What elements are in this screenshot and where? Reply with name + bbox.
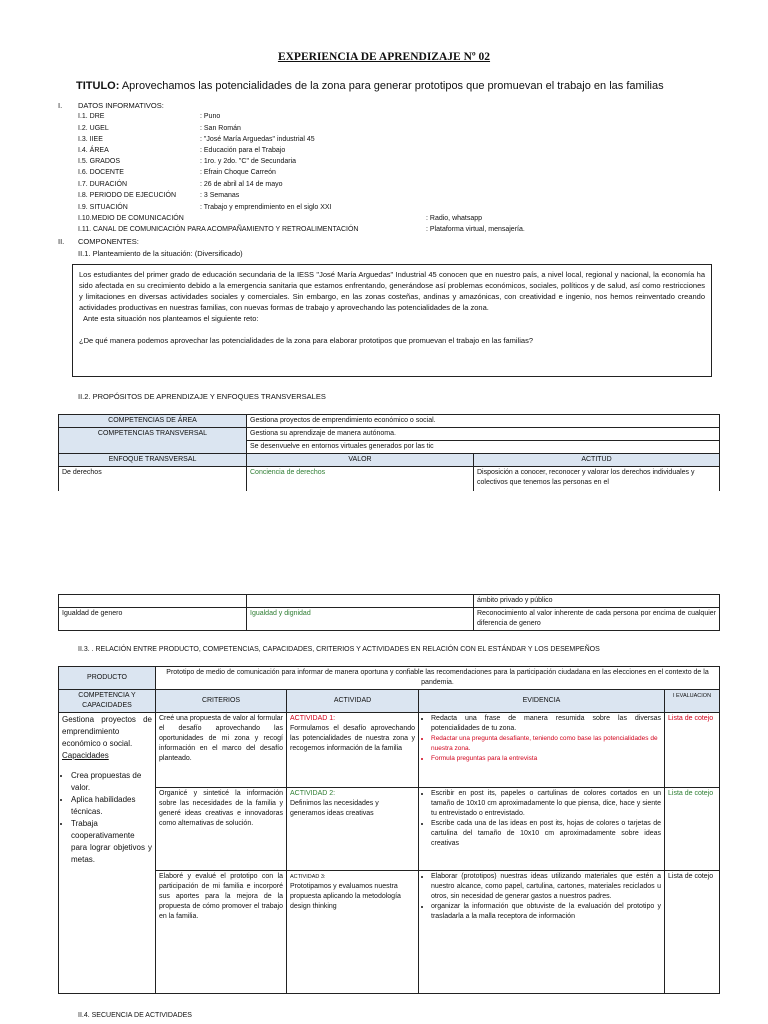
relacion-table: [58, 666, 720, 994]
evaluacion-cell: Lista de cotejo: [665, 713, 720, 788]
competencia-text: Gestiona proyectos de emprendimiento económico o social.: [62, 715, 152, 748]
situacion-reto-intro: Ante esta situación nos planteamos el siguiente reto:: [83, 314, 259, 323]
competencia-cell: [59, 713, 156, 994]
list-item: • Escribir en post its, papeles o cartulinas de colores cortados en un tamaño de 10x10 cm aproximadamente lo que piensa, dice, hace y siente tu entrevistado o entrevistado.: [431, 789, 661, 819]
evaluacion-cell: Lista de cotejo: [665, 871, 720, 994]
list-item: • organizar la información que obtuviste de la evaluación del prototipo y trasladarla a la malla receptora de información: [431, 902, 661, 922]
actitud-cell: Reconocimiento al valor inherente de cada persona por encima de cualquier diferencia de genero: [474, 608, 720, 631]
actitud-cell: Disposición a conocer, reconocer y valorar los derechos individuales y colectivos que tenemos las personas en el: [474, 467, 720, 492]
producto-label: PRODUCTO: [59, 667, 156, 690]
actividad-cell: [287, 871, 419, 994]
comp-trans-value: Se desenvuelve en entornos virtuales generados por las tic: [247, 441, 720, 454]
list-item: • Trabaja cooperativamente para lograr objetivos y metas.: [71, 818, 152, 866]
titulo-text: Aprovechamos las potencialidades de la zona para generar prototipos que promuevan el trabajo en las familias: [121, 80, 664, 92]
list-item: • Redactar una pregunta desafiante, teniendo como base las potencialidades de nuestra zona.: [431, 734, 661, 754]
capacidades-label: Capacidades: [62, 751, 109, 760]
actividad-title: ACTIVIDAD 1:: [290, 715, 336, 722]
propositos-heading: II.2. PROPÓSITOS DE APRENDIZAJE Y ENFOQUES TRANSVERSALES: [78, 392, 326, 401]
document-title: EXPERIENCIA DE APRENDIZAJE Nº 02: [277, 51, 491, 63]
comp-trans-value: Gestiona su aprendizaje de manera autónoma.: [247, 428, 720, 441]
evaluacion-cell: Lista de cotejo: [665, 788, 720, 871]
col-criterios: CRITERIOS: [156, 690, 287, 713]
list-item: • Escribe cada una de las ideas en post its, hojas de colores o tarjetas de cartulina del tamaño de 10x10 cm aproximadamente sobre ideas creativas: [431, 819, 661, 849]
valor-cell: Igualdad y dignidad: [247, 608, 474, 631]
capacidades-list: [62, 770, 152, 866]
col-actividad: ACTIVIDAD: [287, 690, 419, 713]
situacion-subheading: II.1. Planteamiento de la situación: (Diversificado): [78, 249, 243, 258]
list-item: • Aplica habilidades técnicas.: [71, 794, 152, 818]
list-item: • Redacta una frase de manera resumida sobre las diversas potencialidades de tu zona.: [431, 714, 661, 734]
propositos-table: [58, 414, 720, 491]
evidencia-cell: [419, 713, 665, 788]
col-actitud: ACTITUD: [474, 454, 720, 467]
secuencia-heading: II.4. SECUENCIA DE ACTIVIDADES: [78, 1012, 192, 1019]
componentes-heading: COMPONENTES:: [78, 237, 139, 246]
section-roman-1: I.: [58, 101, 63, 110]
col-evidencia: EVIDENCIA: [419, 690, 665, 713]
valor-cell: Conciencia de derechos: [247, 467, 474, 492]
relacion-heading: II.3. . RELACIÓN ENTRE PRODUCTO, COMPETENCIAS, CAPACIDADES, CRITERIOS Y ACTIVIDADES EN RELACIÓN CON EL ESTÁNDAR Y LOS DESEMPEÑOS: [78, 646, 600, 653]
situacion-paragraph: Los estudiantes del primer grado de educación secundaria de la IESS "José María Arguedas" Industrial 45 conocen que en nuestro país, a nivel local, regional y nacional, la economía ha sido afectada en su crecimiento debido a la emergencia sanitaria que estamos enfrentando, generándose así problemas económicos, sociales, políticos y de salud, así como restricciones y limitaciones en diversas actividades sociales y comerciales. Sin embargo, en las zonas costeñas, andinas y amazónicas, con creatividad e ingenio, nos hemos reinventado creando actividades productivas en nuestras familias, con nuevas formas de trabajo y aprovechando las potencialidades de la zona.: [79, 270, 705, 312]
comp-area-value: Gestiona proyectos de emprendimiento económico o social.: [247, 415, 720, 428]
list-item: • Crea propuestas de valor.: [71, 770, 152, 794]
actividad-text: Formulamos el desafío aprovechando las potencialidades de nuestra zona y recogemos información de la familia: [290, 725, 415, 752]
section-roman-2: II.: [58, 237, 65, 246]
datos-heading: DATOS INFORMATIVOS:: [78, 101, 164, 110]
evidencia-cell: [419, 788, 665, 871]
document-subtitle: [76, 80, 664, 92]
producto-value: Prototipo de medio de comunicación para informar de manera oportuna y confiable las recomendaciones para la participación ciudadana en las elecciones en el contexto de la pandemia.: [156, 667, 720, 690]
actividad-cell: [287, 713, 419, 788]
actividad-text: Definimos las necesidades y generamos ideas creativas: [290, 800, 379, 817]
titulo-label: TITULO:: [76, 80, 120, 92]
propositos-table-cont: [58, 594, 720, 631]
criterio-cell: Elaboré y evalué el prototipo con la participación de mi familia e incorporé sus aportes para la mejora de la propuesta de cómo promover el trabajo en la familia.: [156, 871, 287, 994]
enfoque-cell: Igualdad de genero: [59, 608, 247, 631]
actividad-text: Prototipamos y evaluamos nuestra propuesta aplicando la metodología design thinking: [290, 883, 401, 910]
list-item: • Formula preguntas para la entrevista: [431, 754, 661, 764]
actividad-title: ACTIVIDAD 2:: [290, 790, 336, 797]
criterio-cell: Organicé y sinteticé la información sobre las necesidades de la familia y generé ideas creativas e innovadoras como alternativas de solución.: [156, 788, 287, 871]
comp-trans-label: COMPETENCIAS TRANSVERSAL: [59, 428, 247, 454]
col-competencia: COMPETENCIA Y CAPACIDADES: [59, 690, 156, 713]
actividad-title: ACTIVIDAD 3:: [290, 874, 326, 880]
situacion-box: [72, 264, 712, 377]
col-evaluacion: I EVALUACION: [665, 690, 720, 713]
col-valor: VALOR: [247, 454, 474, 467]
enfoque-cell: De derechos: [59, 467, 247, 492]
col-enfoque: ENFOQUE TRANSVERSAL: [59, 454, 247, 467]
list-item: • Elaborar (prototipos) nuestras ideas utilizando materiales que estén a nuestro alcance, como papel, cartulina, cartones, materiales reciclados u otros, sin necesidad de generar gastos a nuestros padres.: [431, 872, 661, 902]
evidencia-cell: [419, 871, 665, 994]
criterio-cell: Creé una propuesta de valor al formular el desafío aprovechando las oportunidades de mi zona y recogí información en el marco del desafío planteado.: [156, 713, 287, 788]
actitud-cell-cont: ámbito privado y público: [474, 595, 720, 608]
actividad-cell: [287, 788, 419, 871]
situacion-reto-question: ¿De qué manera podemos aprovechar las potencialidades de la zona para elaborar prototipos que promuevan el trabajo en las familias?: [79, 336, 534, 345]
comp-area-label: COMPETENCIAS DE ÁREA: [59, 415, 247, 428]
